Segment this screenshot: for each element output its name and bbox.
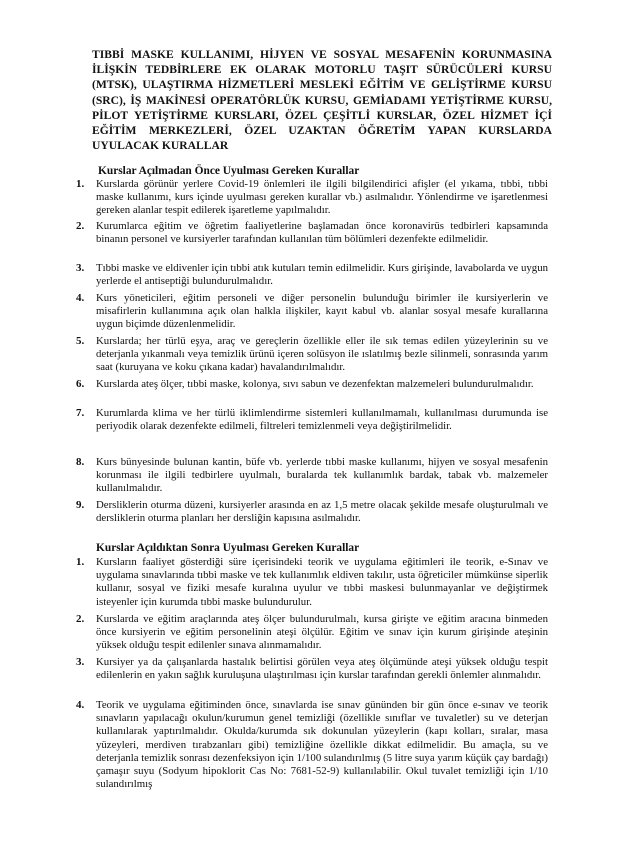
item-text: Kurslarda; her türlü eşya, araç ve gereçlerin özellikle eller ile sık temas edilen yüzeylerinin su ve deterjanla yıkanmalı veya temizlik ürünü içeren solüsyon ile ıslatılmış bezle silinmeli, sonrasında yarım saat (kuruyana ve koku çıkana kadar) havalandırılmalıdır. [96,335,548,374]
item-number: 1. [76,556,85,568]
item-text: Kurumlarca eğitim ve öğretim faaliyetlerine başlamadan önce koronavirüs tedbirleri kapsamında binanın personel ve kursiyerler tarafından kullanılan tüm bölümleri dezenfekte edilmelidir. [96,220,548,246]
item-text: Kurumlarda klima ve her türlü iklimlendirme sistemleri kullanılmamalı, kullanılması durumunda ise periyodik olarak dezenfekte edilmeli, filtreleri temizlenmeli veya değiştirilmelidir. [96,407,548,433]
item-number: 6. [76,378,85,390]
item-text: Tıbbi maske ve eldivenler için tıbbi atık kutuları temin edilmelidir. Kurs girişinde, lavabolarda ve uygun yerlerde el antiseptiği bulundurulmalıdır. [96,262,548,288]
item-number: 4. [76,292,85,304]
item-text: Kursiyer ya da çalışanlarda hastalık belirtisi görülen veya ateş ölçümünde ateşi yüksek olduğu tespit edilenlerin en yakın sağlık kuruluşuna ulaştırılması için kurslar tarafından gerekli önlemler alınmalıdır. [96,656,548,682]
document-title: TIBBİ MASKE KULLANIMI, HİJYEN VE SOSYAL MESAFENİN KORUNMASINA İLİŞKİN TEDBİRLERE EK OLARAK MOTORLU TAŞIT SÜRÜCÜLERİ KURSU (MTSK), ULAŞTIRMA HİZMETLERİ MESLEKİ EĞİTİM VE GELİŞTİRME KURSU (SRC), İŞ MAKİNESİ OPERATÖRLÜK KURSU, GEMİADAMI YETİŞTİRME KURSU, PİLOT YETİŞTİRME KURSLARI, ÖZEL ÇEŞİTLİ KURSLAR, ÖZEL HİZMET İÇİ EĞİTİM MERKEZLERİ, ÖZEL UZAKTAN ÖĞRETİM YAPAN KURSLARDA UYULACAK KURALLAR [92,48,552,153]
section-heading-after-opening: Kurslar Açıldıktan Sonra Uyulması Gereken Kurallar [96,542,360,554]
item-number: 5. [76,335,85,347]
item-number: 9. [76,499,85,511]
section-heading-before-opening: Kurslar Açılmadan Önce Uyulması Gereken Kurallar [98,165,360,177]
item-text: Teorik ve uygulama eğitiminden önce, sınavlarda ise sınav gününden bir gün önce e-sınav ve teorik sınavların yapılacağı okulun/kurumun genel temizliği (özellikle sınıflar ve tuvaletler) su ve deterjan kullanılarak yaptırılmalıdır. Okulda/kurumda sık dokunulan yüzeylerin (kapı kolları, sıralar, masa yüzeyleri, merdiven tırabzanları gibi) temizliğine özellikle dikkat edilmelidir. Bu amaçla, su ve deterjanla temizlik sonrası dezenfeksiyon için 1/100 sulandırılmış (5 litre suya yarım küçük çay bardağı) çamaşır suyu (Sodyum hipoklorit Cas No: 7681-52-9) kullanılabilir. Okul tuvalet temizliği için 1/10 sulandırılmış [96,699,548,791]
item-number: 2. [76,613,85,625]
item-number: 7. [76,407,85,419]
item-text: Kurslarda ve eğitim araçlarında ateş ölçer bulundurulmalı, kursa girişte ve eğitim aracına binmeden önce kursiyerin ve eğitim personelinin ateşi ölçülür. Eğitim ve sınav için kurum girişinde ateşinin yüksek olduğu tespit edilenler sınava alınmamalıdır. [96,613,548,652]
item-number: 1. [76,178,85,190]
item-text: Kursların faaliyet gösterdiği süre içerisindeki teorik ve uygulama eğitimleri ile teorik, e-Sınav ve uygulama sınavlarında tıbbi maske ve tek kullanımlık eldiven takılır, usta öğreticiler mümkünse siperlik kullanır, sosyal ve fiziki mesafe kuralına uyulur ve tıbbi maskesi bulunmayanlar ve değiştirmek isteyenler için kurumda tıbbi maske bulundurulur. [96,556,548,608]
item-text: Kurs yöneticileri, eğitim personeli ve diğer personelin bulunduğu birimler ile kursiyerlerin ve misafirlerin kullanımına açık olan halkla ilişkiler, kayıt kabul vb. alanlar sosyal mesafe kurallarına uygun biçimde düzenlenmelidir. [96,292,548,331]
item-number: 4. [76,699,85,711]
item-number: 3. [76,656,85,668]
item-text: Dersliklerin oturma düzeni, kursiyerler arasında en az 1,5 metre olacak şekilde mesafe oluşturulmalı ve dersliklerin oturma planları her dersliğin kapısına asılmalıdır. [96,499,548,525]
item-number: 3. [76,262,85,274]
item-text: Kurs bünyesinde bulunan kantin, büfe vb. yerlerde tıbbi maske kullanımı, hijyen ve sosyal mesafenin korunması ile ilgili tedbirlere uyulmalı, buralarda tek kullanımlık bardak, tabak vb. malzemeler kullanılmalıdır. [96,456,548,495]
item-number: 2. [76,220,85,232]
item-text: Kurslarda ateş ölçer, tıbbi maske, kolonya, sıvı sabun ve dezenfektan malzemeleri bulundurulmalıdır. [96,378,534,390]
item-text: Kurslarda görünür yerlere Covid-19 önlemleri ile ilgili bilgilendirici afişler (el yıkama, tıbbi, tıbbi maske kullanımı, kurs içinde uyulması gereken kurallar vb.) asılmalıdır. Yönlendirme ve işaretlenmesi gereken alanlar tespit edilerek işaretleme yapılmalıdır. [96,178,548,217]
item-number: 8. [76,456,85,468]
